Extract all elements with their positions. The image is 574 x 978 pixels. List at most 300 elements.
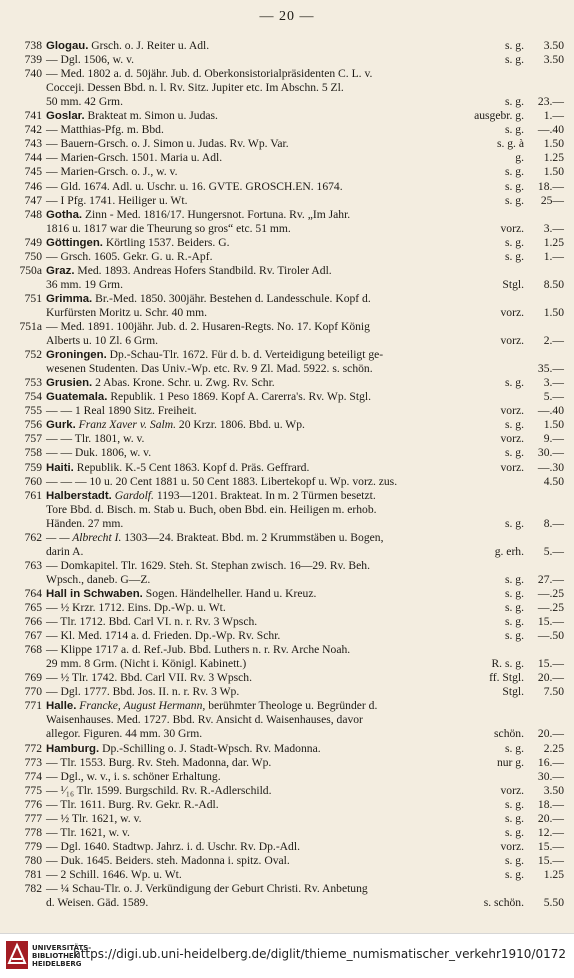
entry-number: 773	[24, 755, 42, 769]
entry-condition: s. g.	[504, 601, 524, 614]
entry-condition: vorz.	[500, 404, 524, 418]
entry-number: 776	[24, 797, 42, 811]
entry-number: 738	[24, 39, 42, 52]
entry-price: 20.—	[537, 727, 564, 741]
entry-text: 36 mm. 19 Grm.	[46, 277, 123, 291]
entry-description	[46, 348, 383, 362]
entry-condition: s. g.	[504, 53, 524, 67]
entry-price: 30.—	[537, 769, 564, 783]
entry-condition: s. schön.	[483, 896, 524, 910]
entry-price: 23.—	[537, 95, 564, 109]
entry-condition: s. g.	[504, 418, 524, 432]
entry-description	[46, 109, 218, 123]
catalog-entry	[0, 390, 574, 404]
catalog-entry-continuation	[0, 503, 574, 517]
entry-price: 1.50	[543, 137, 564, 151]
entry-description	[46, 699, 377, 713]
entry-text: — ½ Tlr. 1621, w. v.	[46, 811, 142, 825]
entry-condition: s. g.	[504, 446, 524, 460]
entry-price: 3.50	[543, 53, 564, 67]
entry-description	[46, 671, 252, 685]
entry-condition: g. erh.	[494, 544, 524, 558]
entry-text: 50 mm. 42 Grm.	[46, 95, 123, 109]
entry-text: Wpsch., daneb. G—Z.	[46, 572, 151, 586]
entry-description	[46, 39, 209, 53]
entry-price: 5.—	[543, 544, 564, 558]
entry-description	[46, 334, 158, 348]
catalog-entry	[0, 868, 574, 882]
entry-description	[46, 81, 344, 95]
entry-description	[46, 278, 123, 292]
catalog-entry	[0, 194, 574, 208]
entry-number: 757	[24, 432, 42, 446]
catalog-entry	[0, 784, 574, 798]
entry-description	[46, 53, 134, 67]
entry-description	[46, 840, 300, 854]
entry-text: Dp.-Schilling o. J. Stadt-Wpsch. Rv. Madonna.	[99, 741, 321, 755]
catalog-entry	[0, 601, 574, 615]
entry-heading: Guatemala.	[46, 391, 108, 404]
library-name: UNIVERSITÄTS- BIBLIOTHEK HEIDELBERG	[32, 944, 92, 968]
entry-text: Körtling 1537. Beiders. G.	[102, 235, 230, 249]
entry-price: 2.25	[543, 741, 564, 755]
entry-heading: Halle.	[46, 700, 77, 713]
entry-number: 775	[24, 783, 42, 797]
entry-heading: Hall in Schwaben.	[46, 587, 143, 600]
entry-text: Kurfürsten Moritz u. Schr. 40 mm.	[46, 305, 208, 319]
entry-description	[46, 362, 373, 376]
entry-number: 764	[24, 586, 42, 600]
entry-price: 25—	[540, 193, 564, 207]
entry-text: Grsch. o. J. Reiter u. Adl.	[88, 39, 210, 52]
entry-price: —.50	[537, 629, 564, 643]
catalog-entry	[0, 699, 574, 713]
entry-description	[46, 432, 144, 446]
catalog-entry-continuation	[0, 896, 574, 910]
entry-condition: s. g.	[504, 811, 524, 825]
entry-description	[46, 320, 370, 334]
entry-text: Waisenhauses. Med. 1727. Bbd. Rv. Ansicht d. Waisenhauses, davor	[46, 713, 363, 727]
entry-text: Tore Bbd. d. Bisch. m. Stab u. Buch, oben Bbd. ein. Heiligen m. erhob.	[46, 502, 377, 516]
entry-heading: Gotha.	[46, 208, 83, 221]
entry-text: — ½ Tlr. 1742. Bbd. Carl VII. Rv. 3 Wpsch.	[46, 671, 252, 685]
catalog-entry	[0, 615, 574, 629]
catalog-entry	[0, 489, 574, 503]
entry-text: — 2 Schill. 1646. Wp. u. Wt.	[46, 867, 182, 881]
catalog-entry-continuation	[0, 545, 574, 559]
entry-description	[46, 306, 207, 320]
catalog-entry	[0, 756, 574, 770]
entry-heading: Glogau.	[46, 40, 89, 52]
entry-price: 35.—	[537, 362, 564, 376]
entry-price: 1.50	[543, 418, 564, 432]
entry-description	[46, 727, 202, 741]
entry-text: Republik. K.-5 Cent 1863. Kopf d. Präs. Geffrard.	[73, 460, 310, 474]
entry-text: 20 Krzr. 1806. Bbd. u. Wp.	[176, 418, 305, 432]
entry-description	[46, 503, 377, 517]
entry-price: 8.50	[543, 277, 564, 291]
entry-text: — Tlr. 1553. Burg. Rv. Steh. Madonna, dar. Wp.	[46, 755, 272, 769]
entry-price: 1.—	[543, 249, 564, 263]
catalog-entry-continuation	[0, 81, 574, 95]
catalog-entry-continuation	[0, 334, 574, 348]
entry-condition: Stgl.	[502, 685, 524, 699]
catalog-entry	[0, 446, 574, 460]
entry-text: — Grsch. 1605. Gekr. G. u. R.-Apf.	[46, 249, 213, 263]
entry-description	[46, 798, 219, 812]
source-url-link[interactable]: https://digi.ub.uni-heidelberg.de/diglit/thieme_numismatischer_verkehr1910/0172	[73, 947, 566, 961]
catalog-entry-continuation	[0, 362, 574, 376]
page-number: — 20 —	[259, 9, 315, 24]
entry-number: 779	[24, 839, 42, 853]
entry-text: — Dgl., w. v., i. s. schöner Erhaltung.	[46, 769, 221, 783]
entry-price: 1.25	[543, 235, 564, 249]
entry-text: — Dgl. 1640. Stadtwp. Jahrz. i. d. Uschr. Rv. Dp.-Adl.	[46, 839, 300, 853]
catalog-entry	[0, 137, 574, 151]
entry-price: 15.—	[537, 657, 564, 671]
catalog-entry-continuation	[0, 95, 574, 109]
entry-condition: vorz.	[500, 783, 524, 797]
entry-number: 782	[24, 882, 42, 895]
entry-number: 751a	[19, 320, 42, 333]
entry-description	[46, 517, 123, 531]
entry-description	[46, 587, 316, 601]
entry-heading: Haiti.	[46, 461, 74, 474]
entry-text: — ¼ Schau-Tlr. o. J. Verkündigung der Geburt Christi. Rv. Anbetung	[46, 882, 368, 895]
entry-price: 30.—	[537, 446, 564, 460]
entry-description	[46, 573, 150, 587]
entry-condition: ff. Stgl.	[489, 671, 524, 685]
catalog-entry	[0, 39, 574, 53]
entry-number: 763	[24, 558, 42, 572]
catalog-entry	[0, 67, 574, 81]
entry-number: 761	[24, 488, 42, 502]
catalog-entry	[0, 109, 574, 123]
entry-price: 7.50	[543, 685, 564, 699]
entry-text: — Marien-Grsch. 1501. Maria u. Adl.	[46, 151, 223, 165]
entry-condition: s. g.	[504, 615, 524, 629]
entry-number: 742	[24, 123, 42, 137]
entry-description	[46, 742, 321, 756]
entry-number: 772	[24, 741, 42, 755]
entry-text: — Tlr. 1712. Bbd. Carl VI. n. r. Rv. 3 Wpsch.	[46, 615, 258, 629]
catalog-entry	[0, 180, 574, 194]
entry-number: 751	[24, 291, 42, 305]
entry-text: Med. 1893. Andreas Hofers Standbild. Rv. Tiroler Adl.	[74, 263, 332, 277]
entry-condition: s. g.	[504, 797, 524, 811]
catalog-entry	[0, 826, 574, 840]
entry-text: — Tlr. 1621, w. v.	[46, 825, 130, 839]
entry-description	[46, 657, 246, 671]
entry-text: — Marien-Grsch. o. J., w. v.	[46, 165, 178, 179]
catalog-entry	[0, 882, 574, 896]
catalog-entry	[0, 629, 574, 643]
entry-number: 746	[24, 179, 42, 193]
entry-description	[46, 222, 291, 236]
catalog-entry	[0, 854, 574, 868]
entry-price: 27.—	[537, 572, 564, 586]
catalog-entry	[0, 292, 574, 306]
entry-text: Br.-Med. 1850. 300jähr. Bestehen d. Landesschule. Kopf d.	[92, 291, 371, 305]
catalog-entry	[0, 475, 574, 489]
entry-number: 762	[24, 530, 42, 544]
entry-condition: Stgl.	[502, 277, 524, 291]
catalog-entry	[0, 559, 574, 573]
entry-text: — ½ Krzr. 1712. Eins. Dp.-Wp. u. Wt.	[46, 601, 226, 614]
entry-text: — Dgl. 1506, w. v.	[46, 53, 135, 67]
entry-condition: vorz.	[500, 432, 524, 446]
catalog-entry	[0, 53, 574, 67]
catalog-entry	[0, 742, 574, 756]
entry-condition: vorz.	[500, 305, 524, 319]
entry-number: 766	[24, 615, 42, 629]
catalog-entry-continuation	[0, 517, 574, 531]
catalog-entry	[0, 840, 574, 854]
entry-condition: s. g.	[504, 123, 524, 137]
entry-price: 3.—	[543, 221, 564, 235]
catalog-entry	[0, 151, 574, 165]
entry-number: 774	[24, 769, 42, 783]
entry-condition: s. g.	[504, 193, 524, 207]
entry-description	[46, 236, 230, 250]
entry-text: — I Pfg. 1741. Heiliger u. Wt.	[46, 193, 188, 207]
entry-price: —.25	[537, 601, 564, 614]
entry-heading: Gurk.	[46, 419, 76, 432]
entry-price: 3.50	[543, 39, 564, 52]
entry-description	[46, 531, 383, 545]
entry-condition: s. g.	[504, 95, 524, 109]
entry-condition: s. g.	[504, 867, 524, 881]
catalog-entry	[0, 798, 574, 812]
entry-text: — — 1 Real 1890 Sitz. Freiheit.	[46, 404, 197, 418]
entry-condition: vorz.	[500, 839, 524, 853]
entry-number: 750a	[19, 263, 42, 277]
entry-text: — Kl. Med. 1714 a. d. Frieden. Dp.-Wp. Rv. Schr.	[46, 629, 281, 643]
entry-description	[46, 770, 221, 784]
entry-condition: R. s. g.	[491, 657, 524, 671]
entry-text: berühmter Theologe u. Begründer d.	[205, 699, 378, 713]
entry-price: 15.—	[537, 853, 564, 867]
entry-price: 12.—	[537, 825, 564, 839]
entry-description	[46, 95, 123, 109]
entry-description	[46, 489, 376, 503]
entry-description	[46, 390, 371, 404]
entry-condition: s. g.	[504, 179, 524, 193]
catalog-entry	[0, 643, 574, 657]
entry-number: 744	[24, 151, 42, 165]
entry-number: 754	[24, 390, 42, 404]
catalog-entry	[0, 812, 574, 826]
entry-number: 770	[24, 685, 42, 699]
entry-condition: vorz.	[500, 221, 524, 235]
entry-number: 781	[24, 867, 42, 881]
catalog-entry	[0, 264, 574, 278]
entry-description	[46, 601, 226, 615]
catalog-entry	[0, 376, 574, 390]
catalog-entry-continuation	[0, 713, 574, 727]
entry-price: 3.50	[543, 783, 564, 797]
entry-heading: Göttingen.	[46, 236, 103, 249]
catalog-entry	[0, 348, 574, 362]
entry-description	[46, 643, 350, 657]
entry-price: 15.—	[537, 839, 564, 853]
entry-condition: g.	[515, 151, 524, 165]
entry-number: 747	[24, 193, 42, 207]
entry-description	[46, 404, 197, 418]
entry-price: —.25	[537, 586, 564, 600]
entry-number: 769	[24, 671, 42, 685]
catalog-entry	[0, 770, 574, 784]
entry-description	[46, 896, 148, 910]
entry-price: 18.—	[537, 797, 564, 811]
entry-text: — Dgl. 1777. Bbd. Jos. II. n. r. Rv. 3 Wp.	[46, 685, 240, 699]
entry-text: — — Tlr. 1801, w. v.	[46, 432, 145, 446]
entry-text: — Klippe 1717 a. d. Ref.-Jub. Bbd. Luthers n. r. Rv. Arche Noah.	[46, 643, 351, 657]
entry-text: Brakteat m. Simon u. Judas.	[84, 109, 218, 123]
entry-text: 1303—24. Brakteat. Bbd. m. 2 Krummstäben u. Bogen,	[121, 530, 384, 544]
entry-price: 20.—	[537, 811, 564, 825]
entry-description	[46, 545, 83, 559]
entry-condition: nur g.	[496, 755, 524, 769]
catalog-entry-continuation	[0, 306, 574, 320]
entry-text: wesenen Studenten. Das Univ.-Wp. etc. Rv. 9 Zl. Mad. 5922. s. schön.	[46, 362, 373, 376]
entry-number: 780	[24, 853, 42, 867]
entry-number: 778	[24, 825, 42, 839]
entry-number: 768	[24, 643, 42, 657]
entry-heading: Hamburg.	[46, 742, 100, 755]
entry-price: 20.—	[537, 671, 564, 685]
entry-text: Zinn - Med. 1816/17. Hungersnot. Fortuna. Rv. „Im Jahr.	[82, 207, 351, 221]
entry-text: — — — 10 u. 20 Cent 1881 u. 50 Cent 1883. Libertekopf u. Wp. vorz. zus.	[46, 474, 398, 488]
entry-text: 29 mm. 8 Grm. (Nicht i. Königl. Kabinett.)	[46, 657, 247, 671]
entry-heading: Groningen.	[46, 349, 107, 362]
entry-condition: s. g.	[504, 165, 524, 179]
entry-condition: s. g. à	[496, 137, 524, 151]
entry-description	[46, 264, 332, 278]
catalog-entry	[0, 250, 574, 264]
entry-description	[46, 376, 275, 390]
entry-description	[46, 194, 187, 208]
entry-text: — Gld. 1674. Adl. u. Uschr. u. 16. GVTE. GROSCH.EN. 1674.	[46, 179, 343, 193]
entry-price: 1.—	[543, 109, 564, 123]
entry-text: 1816 u. 1817 war die Theurung so gros“ etc. 51 mm.	[46, 221, 291, 235]
entry-number: 740	[24, 67, 42, 81]
entry-number: 755	[24, 404, 42, 418]
entry-text: — ¹⁄₁₆ Tlr. 1599. Burgschild. Rv. R.-Adlerschild.	[46, 783, 272, 797]
entry-description	[46, 854, 290, 868]
entry-condition: s. g.	[504, 586, 524, 600]
entry-price: 5.50	[543, 896, 564, 910]
entry-number: 756	[24, 418, 42, 432]
entry-description	[46, 475, 397, 489]
entry-number: 760	[24, 474, 42, 488]
entry-text: — Med. 1802 a. d. 50jähr. Jub. d. Oberkonsistorialpräsidenten C. L. v.	[46, 67, 373, 81]
entry-text: 1193—1201. Brakteat. In m. 2 Türmen besetzt.	[153, 488, 376, 502]
entry-price: 1.50	[543, 305, 564, 319]
catalog-entry-continuation	[0, 727, 574, 741]
entry-condition: s. g.	[504, 235, 524, 249]
entry-price: 8.—	[543, 516, 564, 530]
entry-text: — Tlr. 1611. Burg. Rv. Gekr. R.-Adl.	[46, 797, 219, 811]
entry-description	[46, 292, 371, 306]
entry-number: 758	[24, 446, 42, 460]
entry-description	[46, 882, 368, 896]
entry-condition: vorz.	[500, 334, 524, 348]
entry-condition: s. g.	[504, 741, 524, 755]
catalog-entry	[0, 587, 574, 601]
entry-text: Händen. 27 mm.	[46, 516, 124, 530]
entry-condition: s. g.	[504, 516, 524, 530]
entry-text: Alberts u. 10 Zl. 6 Grm.	[46, 334, 159, 348]
entry-description	[46, 180, 343, 194]
entry-description	[46, 446, 151, 460]
entry-condition: ausgebr. g.	[474, 109, 524, 123]
entry-heading: Halberstadt.	[46, 489, 112, 502]
entry-number: 745	[24, 165, 42, 179]
entry-price: 4.50	[543, 474, 564, 488]
entry-condition: schön.	[494, 727, 524, 741]
entry-price: —.30	[537, 460, 564, 474]
entry-text: 2 Abas. Krone. Schr. u. Zwg. Rv. Schr.	[92, 376, 275, 390]
entry-number: 739	[24, 53, 42, 67]
entry-text: Republik. 1 Peso 1869. Kopf A. Carerra's. Rv. Wp. Stgl.	[107, 390, 371, 404]
catalog-entry	[0, 671, 574, 685]
entry-italic-name: Gardolf.	[111, 488, 154, 502]
entry-number: 777	[24, 811, 42, 825]
entry-description	[46, 784, 272, 798]
entry-text: Sogen. Händelheller. Hand u. Kreuz.	[142, 586, 317, 600]
entry-number: 750	[24, 249, 42, 263]
catalog-entry-continuation	[0, 222, 574, 236]
entry-text: d. Weisen. Gäd. 1589.	[46, 896, 149, 910]
entry-text: — Duk. 1645. Beiders. steh. Madonna i. spitz. Oval.	[46, 853, 290, 867]
catalog-entry	[0, 685, 574, 699]
entry-description	[46, 685, 239, 699]
catalog-entry	[0, 432, 574, 446]
entry-heading: Grimma.	[46, 292, 93, 305]
entry-heading: Grusien.	[46, 377, 93, 390]
catalog-entry	[0, 208, 574, 222]
entry-condition: s. g.	[504, 376, 524, 390]
entry-number: 748	[24, 207, 42, 221]
entry-price: —.40	[537, 404, 564, 418]
entry-number: 753	[24, 376, 42, 390]
catalog-entry-continuation	[0, 657, 574, 671]
entry-description	[46, 756, 271, 770]
entry-condition: s. g.	[504, 853, 524, 867]
entry-number: 743	[24, 137, 42, 151]
catalog-entry	[0, 404, 574, 418]
entry-italic-name: Franz Xaver v. Salm.	[75, 418, 177, 432]
entry-description	[46, 713, 363, 727]
catalog-entry	[0, 461, 574, 475]
viewer-footer	[0, 933, 574, 978]
entry-price: 1.25	[543, 867, 564, 881]
entry-description	[46, 615, 257, 629]
entry-price: 15.—	[537, 615, 564, 629]
entry-number: 767	[24, 629, 42, 643]
entry-condition: s. g.	[504, 249, 524, 263]
entry-condition: s. g.	[504, 825, 524, 839]
entry-italic-name: — — Albrecht I.	[46, 530, 122, 544]
entry-condition: s. g.	[504, 629, 524, 643]
entry-description	[46, 461, 309, 475]
entry-text: darin A.	[46, 544, 84, 558]
entry-text: — — Duk. 1806, w. v.	[46, 446, 152, 460]
entry-text: — Med. 1891. 100jähr. Jub. d. 2. Husaren-Regts. No. 17. Kopf König	[46, 320, 370, 333]
entry-italic-name: Francke, August Hermann,	[76, 699, 206, 713]
catalog-entry	[0, 418, 574, 432]
